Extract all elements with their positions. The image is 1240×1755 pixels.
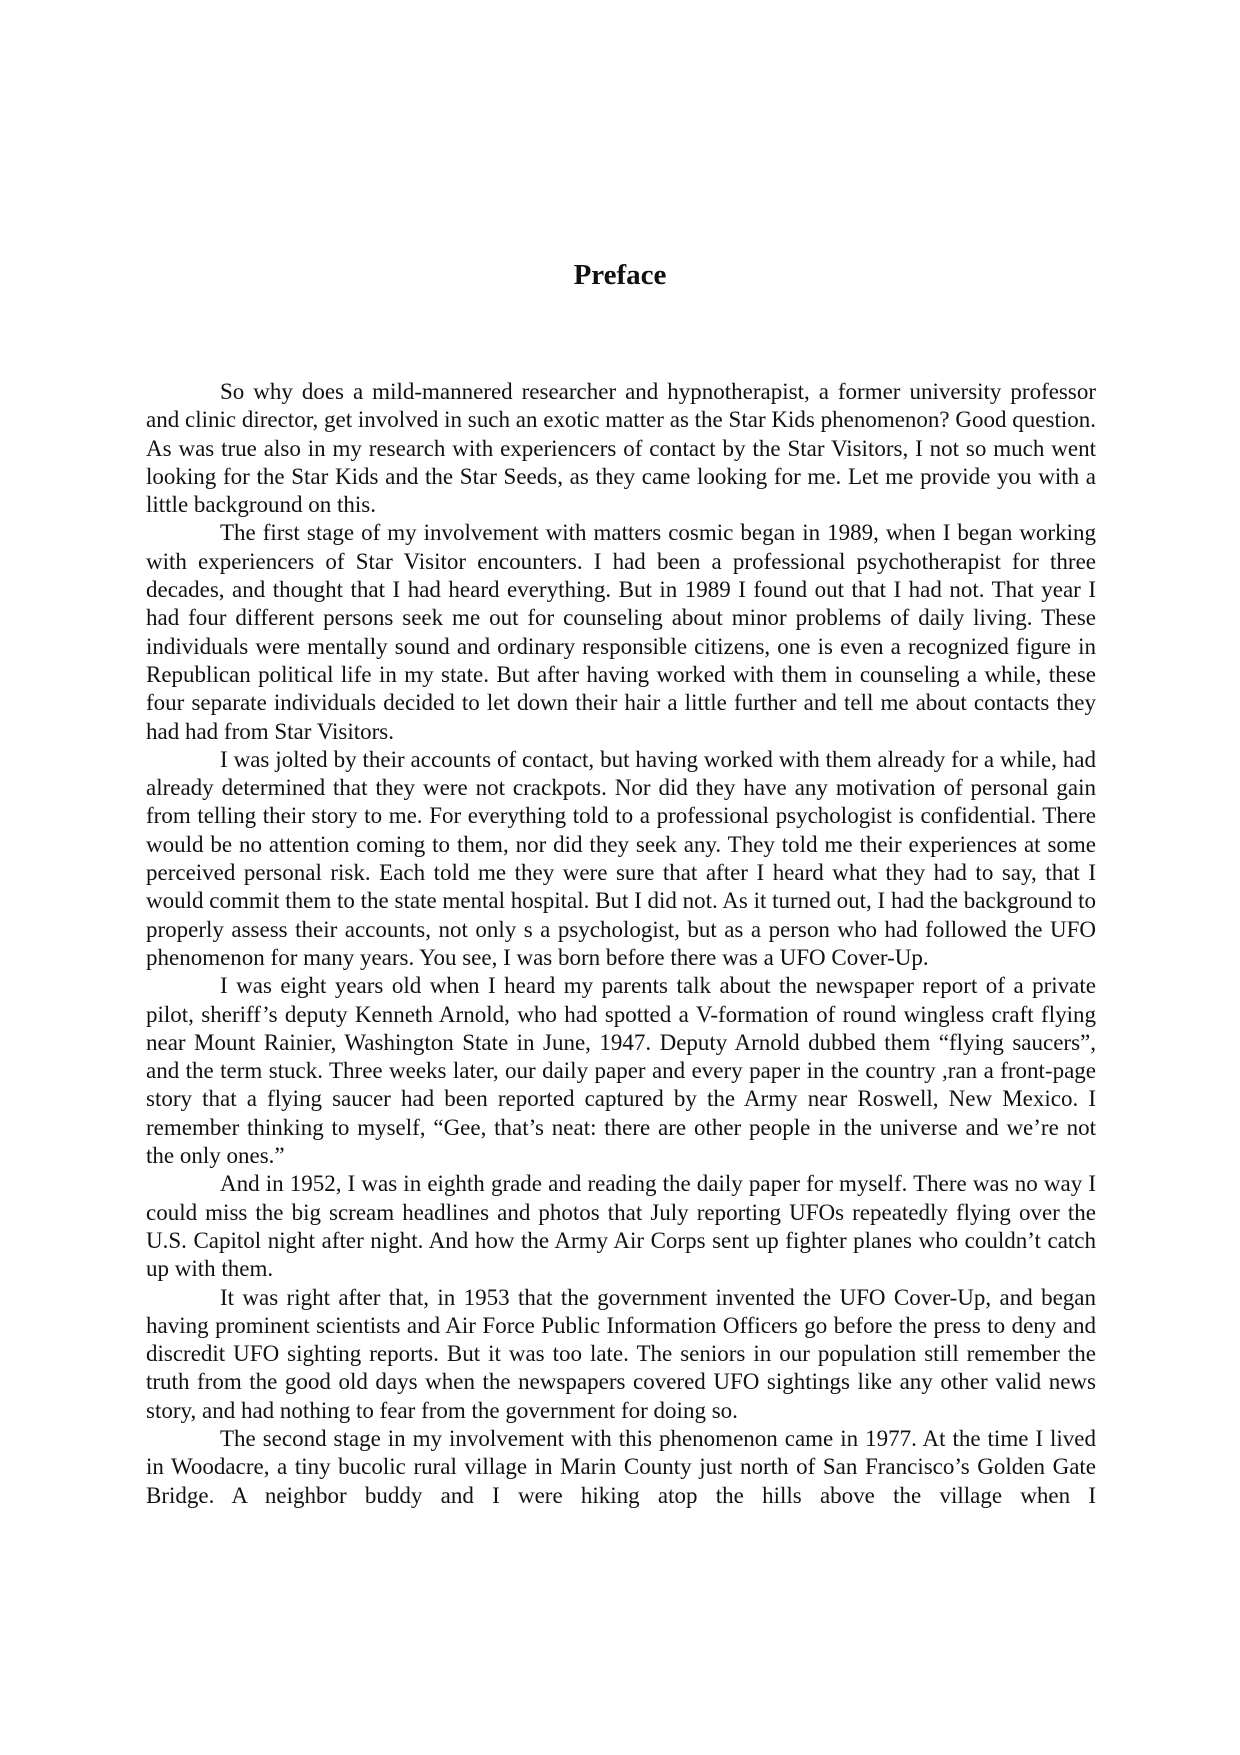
body-text: [146, 378, 1096, 1510]
paragraph: And in 1952, I was in eighth grade and reading the daily paper for myself. There was no way I could miss the big scream headlines and photos that July reporting UFOs repeatedly flying over the U.S. Capitol night after night. And how the Army Air Corps sent up fighter planes who couldn’t catch up with them.: [146, 1171, 1096, 1282]
paragraph: I was eight years old when I heard my parents talk about the newspaper report of a private pilot, sheriff’s deputy Kenneth Arnold, who had spotted a V-formation of round wingless craft flying near Mount Rainier, Washington State in June, 1947. Deputy Arnold dubbed them “flying saucers”, and the term stuck. Three weeks later, our daily paper and every paper in the country ,ran a front-page story that a flying saucer had been reported captured by the Army near Roswell, New Mexico. I remember thinking to myself, “Gee, that’s neat: there are other people in the universe and we’re not the only ones.”: [146, 973, 1096, 1169]
paragraph: The first stage of my involvement with matters cosmic began in 1989, when I began working with experiencers of Star Visitor encounters. I had been a professional psychotherapist for three decades, and thought that I had heard everything. But in 1989 I found out that I had not. That year I had four different persons seek me out for counseling about minor problems of daily living. These individuals were mentally sound and ordinary responsible citizens, one is even a recognized figure in Republican political life in my state. But after having worked with them in counseling a while, these four separate individuals decided to let down their hair a little further and tell me about contacts they had had from Star Visitors.: [146, 520, 1096, 744]
page-title: Preface: [573, 259, 667, 291]
paragraph: I was jolted by their accounts of contact, but having worked with them already for a while, had already determined that they were not crackpots. Nor did they have any motivation of personal gain from telling their story to me. For everything told to a professional psychologist is confidential. There would be no attention coming to them, nor did they seek any. They told me their experiences at some perceived personal risk. Each told me they were sure that after I heard what they had to say, that I would commit them to the state mental hospital. But I did not. As it turned out, I had the background to properly assess their accounts, not only s a psychologist, but as a person who had followed the UFO phenomenon for many years. You see, I was born before there was a UFO Cover-Up.: [146, 746, 1096, 970]
paragraph: So why does a mild-mannered researcher and hypnotherapist, a former university professor and clinic director, get involved in such an exotic matter as the Star Kids phenomenon? Good question. As was true also in my research with experiencers of contact by the Star Visitors, I not so much went looking for the Star Kids and the Star Seeds, as they came looking for me. Let me provide you with a little background on this.: [146, 379, 1096, 518]
paragraph: It was right after that, in 1953 that the government invented the UFO Cover-Up, and began having prominent scientists and Air Force Public Information Officers go before the press to deny and discredit UFO sighting reports. But it was too late. The seniors in our population still remember the truth from the good old days when the newspapers covered UFO sightings like any other valid news story, and had nothing to fear from the government for doing so.: [146, 1284, 1096, 1423]
paragraph-last: The second stage in my involvement with this phenomenon came in 1977. At the time I lived in Woodacre, a tiny bucolic rural village in Marin County just north of San Francisco’s Golden Gate Bridge. A neighbor buddy and I were hiking atop the hills above the village when I: [146, 1425, 1096, 1508]
